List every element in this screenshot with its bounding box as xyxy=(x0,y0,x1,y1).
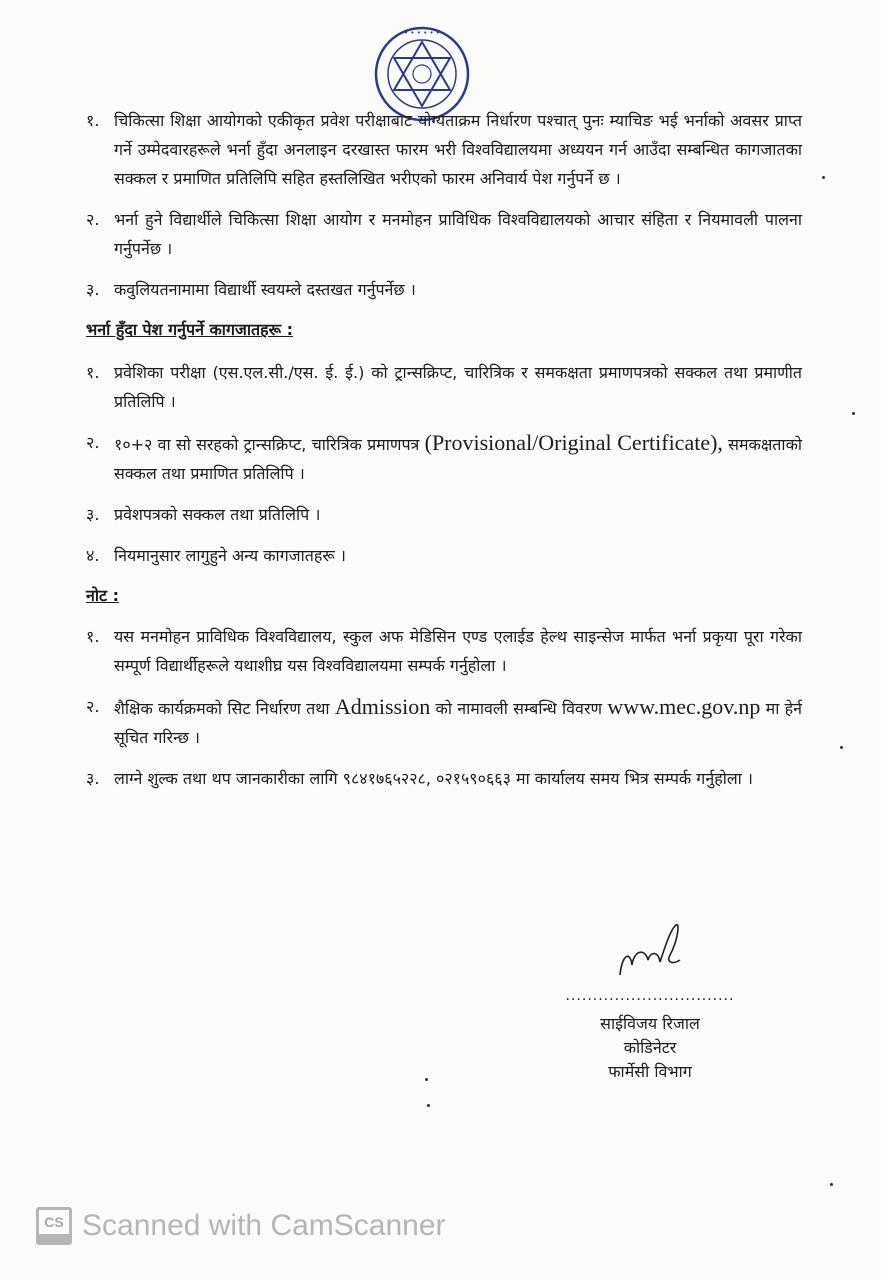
note-text: शैक्षिक कार्यक्रमको सिट निर्धारण तथा xyxy=(114,699,330,718)
document-item: २. १०+२ वा सो सरहको ट्रान्सक्रिप्ट, चारित्रिक प्रमाणपत्र (Provisional/Original Certificate), समकक्षताको सक्कल तथा प्रमाणित प्रतिलिपि । xyxy=(86,430,802,483)
note-item: १. यस मनमोहन प्राविधिक विश्वविद्यालय, स्कुल अफ मेडिसिन एण्ड एलाईड हेल्थ साइन्सेज मार्फत भर्ना प्रकृया पूरा गरेका सम्पूर्ण विद्यार्थीहरूले यथाशीघ्र यस विश्वविद्यालयमा सम्पर्क गर्नुहोला । xyxy=(86,627,802,675)
document-item: १. प्रवेशिका परीक्षा (एस.एल.सी./एस. ई. ई.) को ट्रान्सक्रिप्ट, चारित्रिक र समकक्षता प्रमाणपत्रको सक्कल तथा प्रमाणीत प्रतिलिपि । xyxy=(86,363,802,411)
scan-speck xyxy=(852,412,855,415)
note-item: २. शैक्षिक कार्यक्रमको सिट निर्धारण तथा Admission को नामावली सम्बन्धि विवरण www.mec.gov.np मा हेर्न सूचित गरिन्छ । xyxy=(86,694,803,747)
scan-speck xyxy=(840,746,843,749)
scan-speck xyxy=(822,176,825,179)
note-heading: नोट : xyxy=(86,586,120,605)
document-item: ४. नियमानुसार लागुहुने अन्य कागजातहरू । xyxy=(86,546,346,565)
svg-text:• • • • • •: • • • • • • xyxy=(404,29,440,37)
intro-item: ३. कवुलियतनामामा विद्यार्थी स्वयम्ले दस्तखत गर्नुपर्नेछ । xyxy=(86,280,416,299)
signature-icon xyxy=(600,920,700,980)
website-link[interactable]: www.mec.gov.np xyxy=(607,694,761,719)
signature-block xyxy=(560,920,740,1084)
document-text: समकक्षताको सक्कल तथा प्रमाणित प्रतिलिपि । xyxy=(114,435,802,483)
admission-word: Admission xyxy=(334,694,431,719)
watermark-text: Scanned with CamScanner xyxy=(82,1209,446,1242)
document-item: ३. प्रवेशपत्रको सक्कल तथा प्रतिलिपि । xyxy=(86,505,321,524)
signatory-title: कोडिनेटर xyxy=(623,1038,677,1057)
signatory-name: साईविजय रिजाल xyxy=(600,1014,700,1033)
note-text: मा हेर्न सूचित गरिन्छ । xyxy=(114,699,803,747)
intro-item: २. भर्ना हुने विद्यार्थीले चिकित्सा शिक्षा आयोग र मनमोहन प्राविधिक विश्वविद्यालयको आचार संहिता र नियमावली पालना गर्नुपर्नेछ । xyxy=(86,210,802,258)
note-item: ३. लाग्ने शुल्क तथा थप जानकारीका लागि ९८४१७६५२२८, ०२१५९०६६३ मा कार्यालय समय भित्र सम्पर्क गर्नुहोला । xyxy=(86,769,753,788)
document-text: १०+२ वा सो सरहको ट्रान्सक्रिप्ट, चारित्रिक प्रमाणपत्र xyxy=(114,435,420,454)
notice-body xyxy=(86,106,802,793)
scan-speck xyxy=(830,1183,833,1186)
certificate-note: (Provisional/Original Certificate), xyxy=(424,430,723,455)
camscanner-watermark xyxy=(36,1207,446,1245)
note-text: को नामावली सम्बन्धि विवरण xyxy=(435,699,603,718)
signatory-department: फार्मेसी विभाग xyxy=(608,1062,692,1081)
signature-line: ............................... xyxy=(565,988,735,1004)
intro-item: १. चिकित्सा शिक्षा आयोगको एकीकृत प्रवेश परीक्षाबाट योग्यताक्रम निर्धारण पश्चात् पुनः म्याचिङ भई भर्नाको अवसर प्राप्त गर्ने उम्मेदवारहरूले भर्ना हुँदा अनलाइन दरखास्त फारम भरी विश्वविद्यालयमा अध्ययन गर्न आउँदा सम्बन्धित कागजातका सक्कल र प्रमाणित प्रतिलिपि सहित हस्तलिखित भरीएको फारम अनिवार्य पेश गर्नुपर्ने छ । xyxy=(86,111,802,188)
documents-heading: भर्ना हुँदा पेश गर्नुपर्ने कागजातहरू : xyxy=(86,320,293,339)
scan-speck xyxy=(425,1078,428,1081)
scan-speck xyxy=(427,1104,430,1107)
camscanner-logo-icon: CS xyxy=(36,1207,72,1245)
